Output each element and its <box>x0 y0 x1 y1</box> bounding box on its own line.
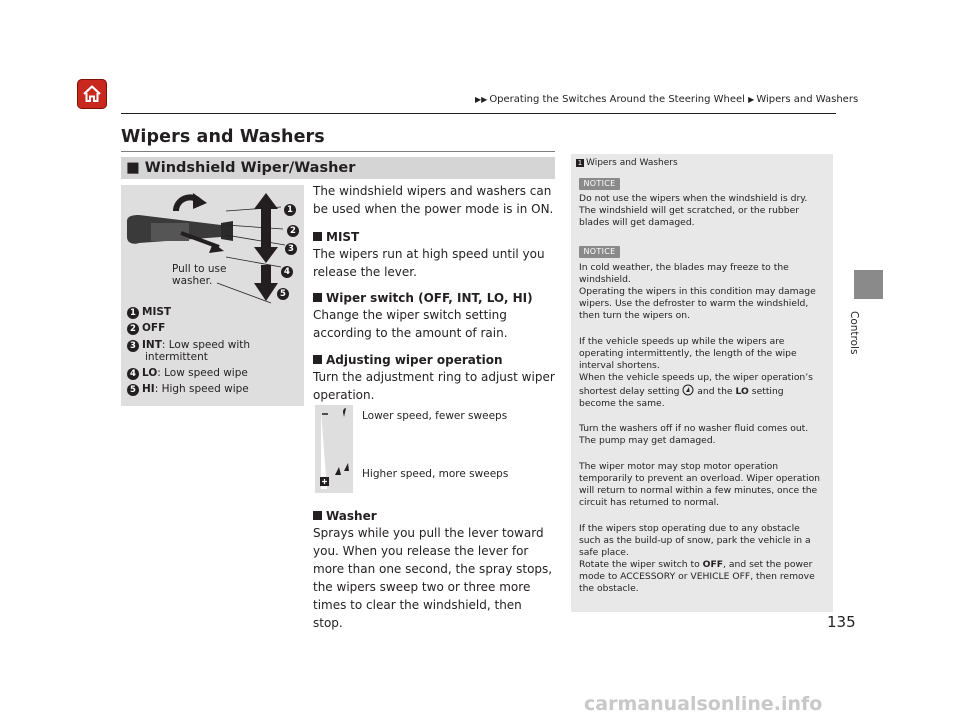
legend-hi: 5 HI: High speed wipe <box>127 384 249 396</box>
home-icon <box>77 79 107 109</box>
breadcrumb-link-switches[interactable]: Operating the Switches Around the Steering Wheel <box>489 94 745 105</box>
notice-text-dry: Do not use the wipers when the windshield is dry. The windshield will get scratched, or the rubber blades will get damaged. <box>579 193 808 228</box>
breadcrumb-arrow-icon: ▶▶ <box>475 95 488 104</box>
pull-to-use-washer-label: Pull to use washer. <box>172 263 227 287</box>
notes-title: 1 Wipers and Washers <box>577 158 678 168</box>
speed-wedge-icon <box>315 405 353 493</box>
page-number: 135 <box>827 613 856 631</box>
speed-low-label: Lower speed, fewer sweeps <box>362 410 508 422</box>
header-divider <box>121 113 836 114</box>
intro-paragraph: The windshield wipers and washers can be used when the power mode is in ON. <box>313 184 554 216</box>
figure-callout: 4 <box>281 266 293 278</box>
washer-paragraph: Sprays while you pull the lever toward you. When you release the lever for more than one second, the spray stops, the wipers sweep two or three more times to clear the windshield, then stop. <box>313 526 553 630</box>
section-title: ■ Windshield Wiper/Washer <box>126 160 356 176</box>
note-obstacle: If the wipers stop operating due to any obstacle such as the build-up of snow, park the vehicle in a safe place. Rotate the wiper switch to OFF, and set the power mode to ACCESSORY or VEHICLE OFF, then remove the obstacle. <box>579 523 815 594</box>
note-interval: If the vehicle speeds up while the wipers are operating intermittently, the length of the wipe interval shortens. When the vehicle speeds up, the wiper operation’s shortest delay setting and the LO setting become the same. <box>579 336 813 409</box>
speed-adjust-figure <box>315 405 353 493</box>
notice-text-cold: In cold weather, the blades may freeze to the windshield. Operating the wipers in this condition may damage wipers. Use the defroster to warm the windshield, then turn the wipers on. <box>579 262 816 321</box>
mist-heading: MIST <box>313 230 359 244</box>
note-motor-overload: The wiper motor may stop motor operation temporarily to prevent an overload. Wiper operation will return to normal within a few minutes, once the circuit has returned to normal. <box>579 461 821 508</box>
note-washer-fluid: Turn the washers off if no washer fluid comes out. The pump may get damaged. <box>579 423 809 446</box>
adjusting-paragraph: Turn the adjustment ring to adjust wiper operation. <box>313 370 555 402</box>
legend-off: 2 OFF <box>127 323 165 335</box>
watermark: carmanualsonline.info <box>584 693 823 715</box>
figure-callout: 1 <box>284 204 296 216</box>
breadcrumb <box>475 94 858 105</box>
notice-badge: NOTICE <box>579 178 620 190</box>
wiper-switch-paragraph: Change the wiper switch setting according to the amount of rain. <box>313 308 508 340</box>
adjusting-heading: Adjusting wiper operation <box>313 353 502 367</box>
title-divider <box>121 151 555 152</box>
page-title: Wipers and Washers <box>121 127 325 147</box>
chapter-tab[interactable] <box>854 270 883 299</box>
figure-callout: 3 <box>285 243 297 255</box>
chapter-tab-label: Controls <box>848 311 860 355</box>
mist-paragraph: The wipers run at high speed until you release the lever. <box>313 247 545 279</box>
washer-heading: Washer <box>313 509 377 523</box>
breadcrumb-arrow-icon: ▶ <box>748 95 755 104</box>
breadcrumb-current: Wipers and Washers <box>756 94 859 105</box>
legend-mist: 1 MIST <box>127 307 171 319</box>
wiper-switch-heading: Wiper switch (OFF, INT, LO, HI) <box>313 291 533 305</box>
home-button[interactable] <box>77 79 107 109</box>
figure-callout: 5 <box>277 288 289 300</box>
speed-high-label: Higher speed, more sweeps <box>362 468 509 480</box>
int-setting-icon <box>682 384 694 396</box>
legend-int: 3 INT: Low speed with intermittent <box>127 340 250 363</box>
figure-callout: 2 <box>287 225 299 237</box>
reference-icon: 1 <box>577 159 583 167</box>
notice-badge: NOTICE <box>579 246 620 258</box>
legend-lo: 4 LO: Low speed wipe <box>127 368 248 380</box>
